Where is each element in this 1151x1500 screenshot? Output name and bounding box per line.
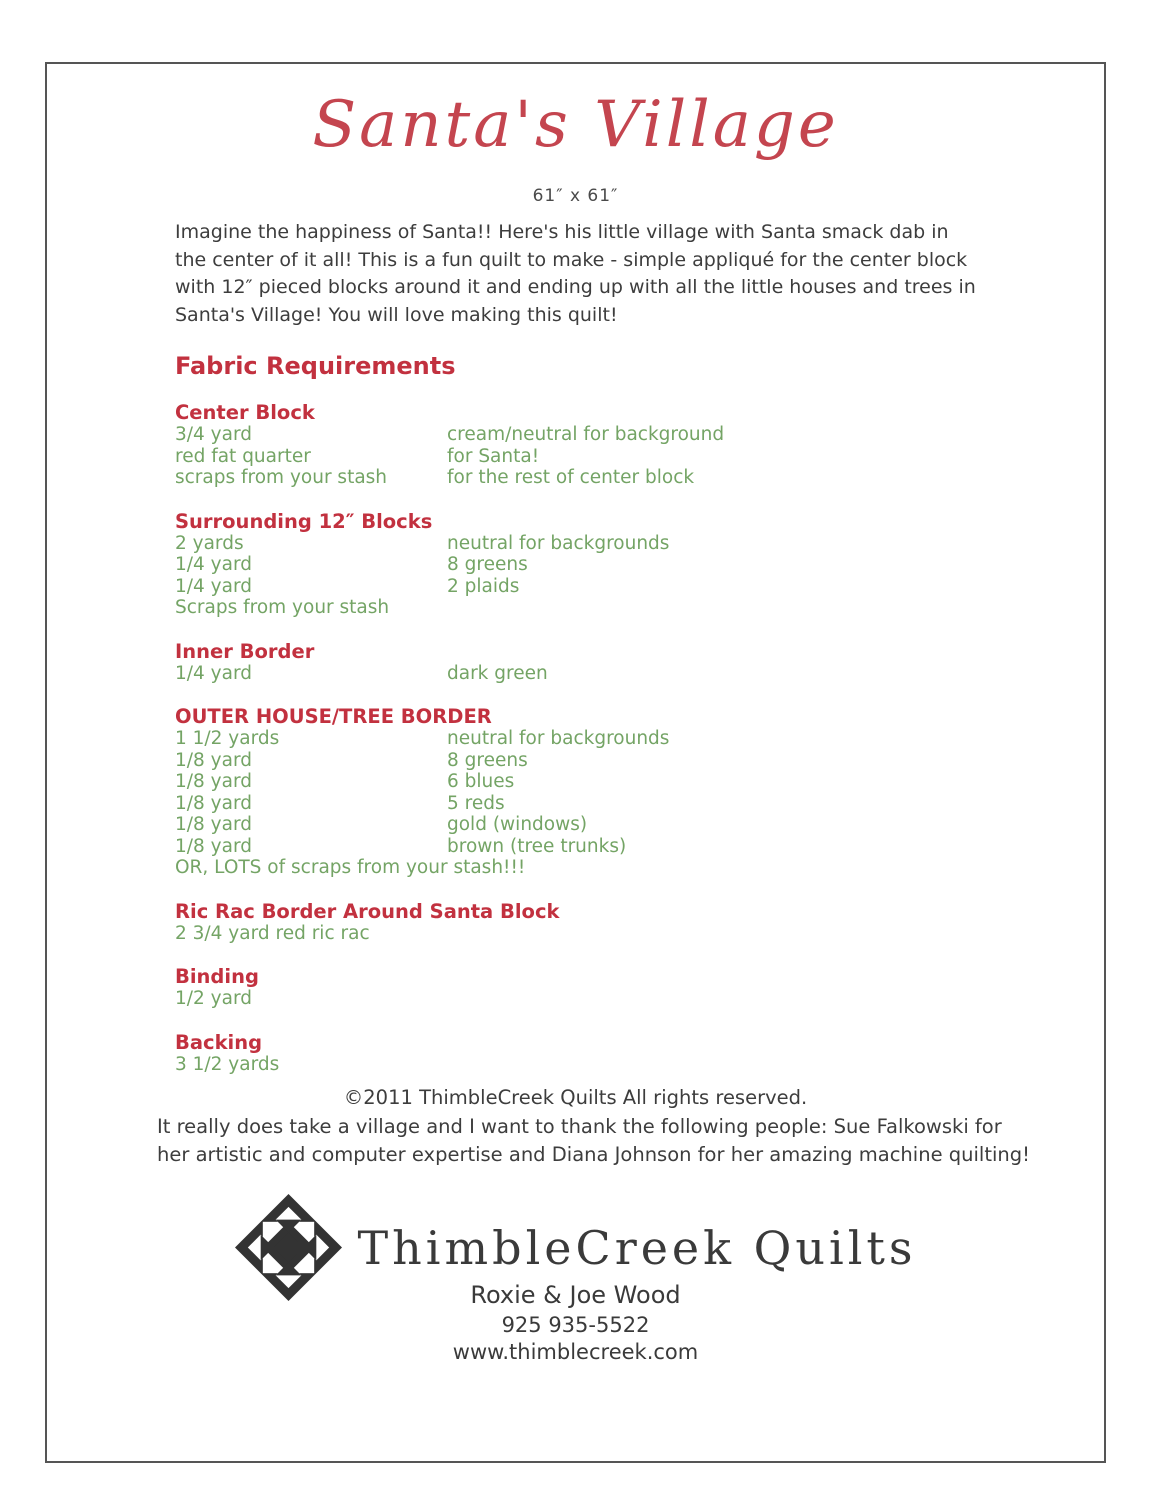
requirement-quantity: Scraps from your stash xyxy=(175,597,390,618)
requirement-description: 8 greens xyxy=(447,554,528,575)
requirement-description: 6 blues xyxy=(447,771,515,792)
fabric-requirement-row xyxy=(175,814,975,836)
requirement-quantity: 1/8 yard xyxy=(175,835,252,857)
fabric-requirement-row xyxy=(175,836,975,858)
requirement-description: for Santa! xyxy=(447,445,540,467)
requirement-quantity: 1/4 yard xyxy=(175,575,252,597)
fabric-section-title: Center Block xyxy=(175,401,315,424)
requirement-description: neutral for backgrounds xyxy=(447,532,670,554)
requirement-quantity: 1/2 yard xyxy=(175,988,252,1009)
fabric-requirement-row xyxy=(175,793,975,815)
fabric-requirement-row xyxy=(175,554,975,576)
fabric-section-title: Inner Border xyxy=(175,639,315,663)
requirement-quantity: 1/8 yard xyxy=(175,749,252,771)
requirement-quantity: 1/8 yard xyxy=(175,814,252,835)
fabric-section-title: Backing xyxy=(175,1030,263,1054)
requirement-quantity: 3/4 yard xyxy=(175,424,252,445)
fabric-requirement-row xyxy=(175,663,975,685)
requirement-quantity: 3 1/2 yards xyxy=(175,1053,280,1075)
fabric-requirement-row xyxy=(175,771,975,793)
fabric-requirement-row xyxy=(175,1054,975,1076)
requirement-quantity: 2 3/4 yard red ric rac xyxy=(175,922,370,944)
fabric-section-title: Ric Rac Border Around Santa Block xyxy=(175,899,560,923)
fabric-requirements-list xyxy=(175,402,975,1075)
requirement-quantity: 1/8 yard xyxy=(175,792,252,814)
fabric-section-title: OUTER HOUSE/TREE BORDER xyxy=(175,705,492,728)
pattern-title: Santa's Village xyxy=(312,88,839,162)
fabric-requirements-heading: Fabric Requirements xyxy=(175,352,456,380)
requirement-description: gold (windows) xyxy=(447,814,588,835)
requirement-quantity: 1 1/2 yards xyxy=(175,728,280,749)
requirement-description: 5 reds xyxy=(447,792,505,814)
fabric-section xyxy=(175,641,975,685)
requirement-description: dark green xyxy=(447,662,548,684)
fabric-requirement-row xyxy=(175,728,975,750)
fabric-requirement-row xyxy=(175,576,975,598)
fabric-section xyxy=(175,402,975,489)
intro-paragraph: Imagine the happiness of Santa!! Here's his little village with Santa smack dab in the center of it all! This is a fun quilt to make - simple appliqué for the center block with 12″ pieced blocks around it and ending up with all the little houses and trees in Santa's Village! You will love making this quilt! xyxy=(175,221,976,326)
fabric-requirement-row xyxy=(175,533,975,555)
fabric-requirement-row xyxy=(175,750,975,772)
fabric-requirement-row xyxy=(175,857,975,879)
fabric-requirement-row xyxy=(175,467,975,489)
requirement-quantity: red fat quarter xyxy=(175,445,311,467)
copyright-line: ©2011 ThimbleCreek Quilts All rights reserved. xyxy=(343,1086,808,1109)
requirement-quantity: 1/4 yard xyxy=(175,554,252,575)
requirement-description: 8 greens xyxy=(447,749,528,771)
owners-line: Roxie & Joe Wood xyxy=(470,1281,681,1309)
requirement-description: for the rest of center block xyxy=(447,467,695,488)
fabric-requirement-row xyxy=(175,446,975,468)
fabric-section-title: Binding xyxy=(175,965,259,988)
requirement-description: 2 plaids xyxy=(447,575,520,597)
fabric-requirement-row xyxy=(175,923,975,945)
requirement-description: neutral for backgrounds xyxy=(447,728,670,749)
fabric-requirement-row xyxy=(175,597,975,619)
fabric-section xyxy=(175,511,975,619)
requirement-quantity: scraps from your stash xyxy=(175,467,388,488)
requirement-quantity: 1/8 yard xyxy=(175,771,252,792)
fabric-section xyxy=(175,1032,975,1076)
requirement-description: brown (tree trunks) xyxy=(447,835,627,857)
website-line: www.thimblecreek.com xyxy=(452,1340,699,1364)
brand-name: ThimbleCreek Quilts xyxy=(357,1220,917,1275)
fabric-section xyxy=(175,706,975,879)
requirement-description: cream/neutral for background xyxy=(447,424,725,445)
requirement-quantity: 1/4 yard xyxy=(175,662,252,684)
phone-line: 925 935-5522 xyxy=(501,1313,650,1337)
fabric-requirement-row xyxy=(175,424,975,446)
requirement-quantity: 2 yards xyxy=(175,532,244,554)
fabric-section xyxy=(175,901,975,945)
fabric-section xyxy=(175,966,975,1010)
fabric-requirement-row xyxy=(175,988,975,1010)
requirement-quantity: OR, LOTS of scraps from your stash!!! xyxy=(175,857,526,878)
fabric-section-title: Surrounding 12″ Blocks xyxy=(175,509,433,533)
quilt-size-label: 61″ x 61″ xyxy=(532,186,619,206)
acknowledgment-paragraph: It really does take a village and I want to thank the following people: Sue Falkowski for her artistic and computer expertise and Diana Johnson for her amazing machine quilting! xyxy=(157,1115,1030,1166)
